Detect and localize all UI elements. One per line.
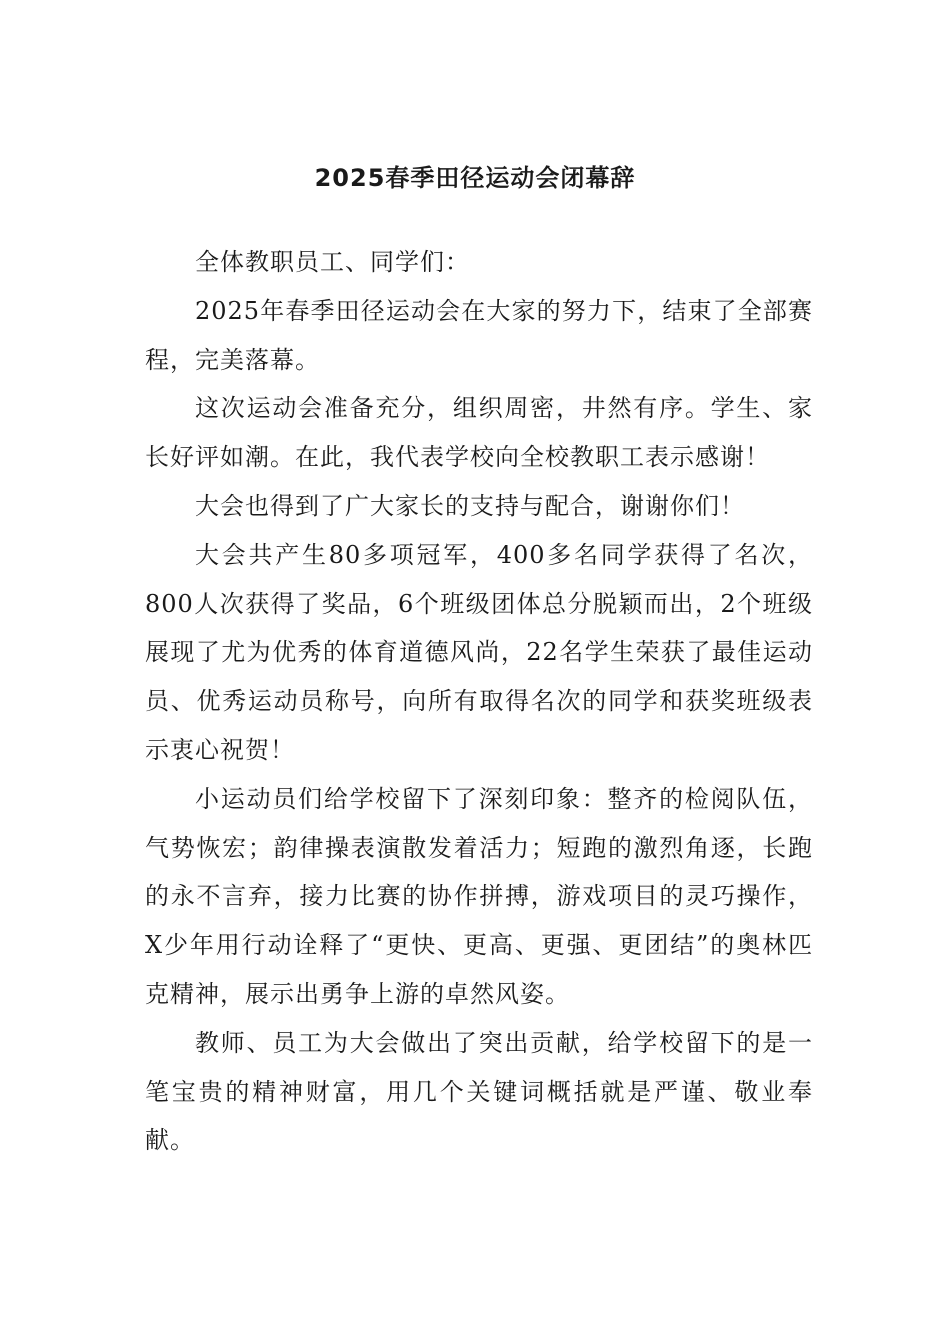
body-paragraph: 大会也得到了广大家长的支持与配合，谢谢你们！ [195, 491, 745, 520]
body-paragraph: 小运动员们给学校留下了深刻印象：整齐的检阅队伍，气势恢宏；韵律操表演散发着活力；短跑的激烈角逐，长跑的永不言弃，接力比赛的协作拼搏，游戏项目的灵巧操作，X少年用行动诠释了“更快、更高、更强、更团结”的奥林匹克精神，展示出勇争上游的卓然风姿。 [145, 784, 813, 1008]
body-paragraph: 大会共产生80多项冠军，400多名同学获得了名次，800人次获得了奖品，6个班级团体总分脱颖而出，2个班级展现了尤为优秀的体育道德风尚，22名学生荣获了最佳运动员、优秀运动员称号，向所有取得名次的同学和获奖班级表示衷心祝贺！ [145, 540, 813, 764]
salutation-paragraph: 全体教职员工、同学们： [195, 248, 470, 276]
document-body [145, 238, 813, 1165]
body-paragraph: 这次运动会准备充分，组织周密，井然有序。学生、家长好评如潮。在此，我代表学校向全校教职工表示感谢！ [145, 394, 813, 472]
document-title: 2025春季田径运动会闭幕辞 [314, 164, 636, 192]
body-paragraph: 2025年春季田径运动会在大家的努力下，结束了全部赛程，完美落幕。 [145, 296, 813, 374]
body-paragraph: 教师、员工为大会做出了突出贡献，给学校留下的是一笔宝贵的精神财富，用几个关键词概括就是严谨、敬业奉献。 [145, 1028, 813, 1155]
